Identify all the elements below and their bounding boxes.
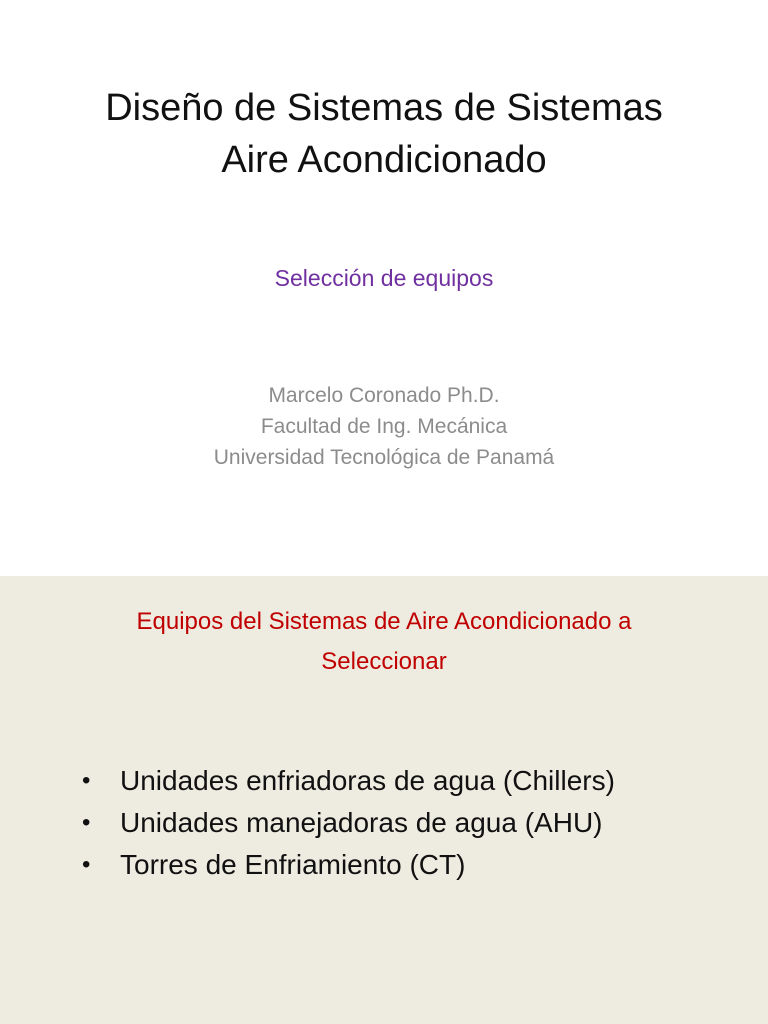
bullet-icon: •: [82, 809, 91, 836]
list-item-text: Unidades enfriadoras de agua (Chillers): [120, 765, 615, 796]
equipment-list: [78, 760, 615, 886]
equipment-slide-title-line-2: Seleccionar: [321, 648, 447, 675]
bullet-icon: •: [82, 767, 91, 794]
slide-title-line-2: Aire Acondicionado: [221, 139, 547, 181]
list-item: [78, 802, 615, 844]
list-item: [78, 760, 615, 802]
equipment-slide: [0, 576, 768, 1024]
list-item: [78, 844, 615, 886]
author-name: Marcelo Coronado Ph.D.: [268, 384, 500, 407]
equipment-slide-title-line-1: Equipos del Sistemas de Aire Acondicionado a: [136, 608, 632, 635]
list-item-text: Torres de Enfriamiento (CT): [120, 849, 466, 880]
slide-title-line-1: Diseño de Sistemas de Sistemas: [105, 87, 663, 129]
author-faculty: Facultad de Ing. Mecánica: [260, 415, 508, 438]
slide-subtitle: Selección de equipos: [274, 265, 494, 291]
equipment-slide-title: [0, 602, 768, 682]
author-block: [0, 380, 768, 473]
list-item-text: Unidades manejadoras de agua (AHU): [120, 807, 603, 838]
bullet-icon: •: [82, 851, 91, 878]
slide-title: [0, 82, 768, 186]
author-university: Universidad Tecnológica de Panamá: [213, 446, 555, 469]
